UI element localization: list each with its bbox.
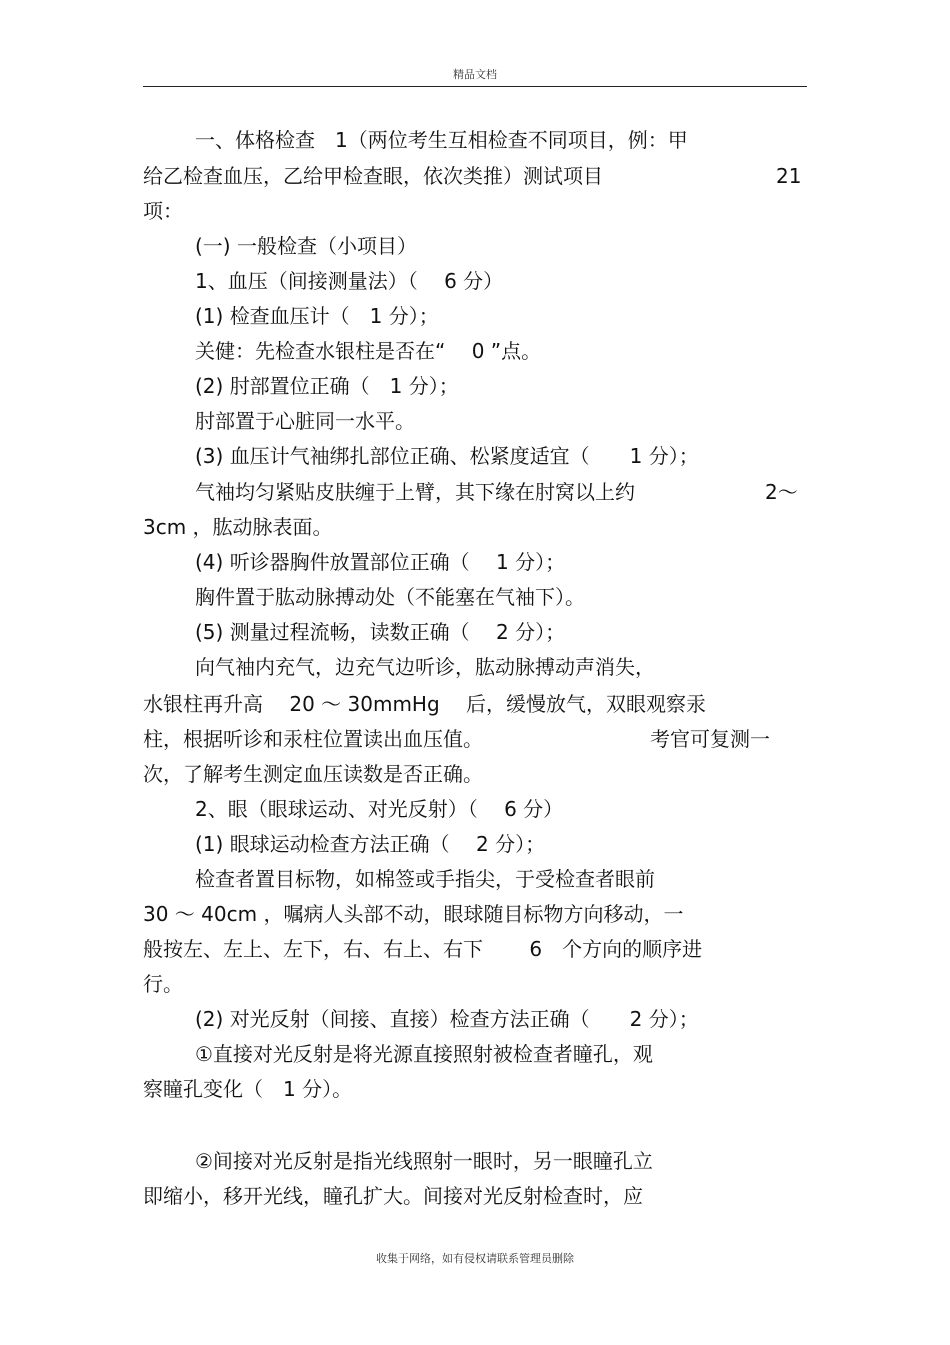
text-fragment: 2～ [765, 480, 798, 504]
text-line: 检查者置目标物，如棉签或手指尖，于受检查者眼前 [195, 867, 655, 891]
text-line: 行。 [143, 972, 183, 996]
text-line: 项： [143, 199, 183, 223]
text-line: 给乙检查血压，乙给甲检查眼，依次类推）测试项目 [143, 164, 603, 188]
text-line: 3cm ，肱动脉表面。 [143, 515, 333, 539]
text-line: (2) 肘部置位正确（ 1 分）； [195, 374, 459, 398]
text-fragment: 21 [776, 164, 802, 188]
header-divider [143, 86, 807, 87]
text-line: (1) 检查血压计（ 1 分）； [195, 304, 439, 328]
text-line: (1) 眼球运动检查方法正确（ 2 分）； [195, 832, 546, 856]
text-line: 向气袖内充气，边充气边听诊，肱动脉搏动声消失， [195, 655, 655, 679]
page-footer: 收集于网络，如有侵权请联系管理员删除 [376, 1252, 574, 1265]
text-line: 30 ～ 40cm ，嘱病人头部不动，眼球随目标物方向移动，一 [143, 902, 684, 926]
text-line: 水银柱再升高 20 ～ 30mmHg 后，缓慢放气，双眼观察汞 [143, 692, 707, 716]
text-fragment: 考官可复测一 [650, 727, 770, 751]
text-line: (5) 测量过程流畅，读数正确（ 2 分）； [195, 620, 566, 644]
text-line: 胸件置于肱动脉搏动处（不能塞在气袖下）。 [195, 585, 585, 609]
text-line: 一、体格检查 1（两位考生互相检查不同项目，例：甲 [195, 128, 688, 152]
text-line: 柱，根据听诊和汞柱位置读出血压值。 [143, 727, 483, 751]
text-line: (一) 一般检查（小项目） [195, 234, 417, 258]
text-line: 2、眼（眼球运动、对光反射）（ 6 分） [195, 797, 564, 821]
text-line: ①直接对光反射是将光源直接照射被检查者瞳孔，观 [195, 1042, 653, 1066]
text-line: (2) 对光反射（间接、直接）检查方法正确（ 2 分）； [195, 1007, 699, 1031]
text-line: 般按左、左上、左下，右、右上、右下 6 个方向的顺序进 [143, 937, 703, 961]
text-line: 即缩小，移开光线，瞳孔扩大。间接对光反射检查时，应 [143, 1184, 643, 1208]
page-header: 精品文档 [453, 68, 497, 81]
text-line: ②间接对光反射是指光线照射一眼时，另一眼瞳孔立 [195, 1149, 653, 1173]
text-line: (3) 血压计气袖绑扎部位正确、松紧度适宜（ 1 分）； [195, 444, 699, 468]
text-line: 气袖均匀紧贴皮肤缠于上臂，其下缘在肘窝以上约 [195, 480, 635, 504]
text-line: (4) 听诊器胸件放置部位正确（ 1 分）； [195, 550, 566, 574]
text-line: 1、血压（间接测量法）（ 6 分） [195, 269, 504, 293]
text-line: 肘部置于心脏同一水平。 [195, 409, 415, 433]
text-line: 关健：先检查水银柱是否在“ 0 ”点。 [195, 339, 542, 363]
text-line: 次，了解考生测定血压读数是否正确。 [143, 762, 483, 786]
text-line: 察瞳孔变化（ 1 分）。 [143, 1077, 353, 1101]
